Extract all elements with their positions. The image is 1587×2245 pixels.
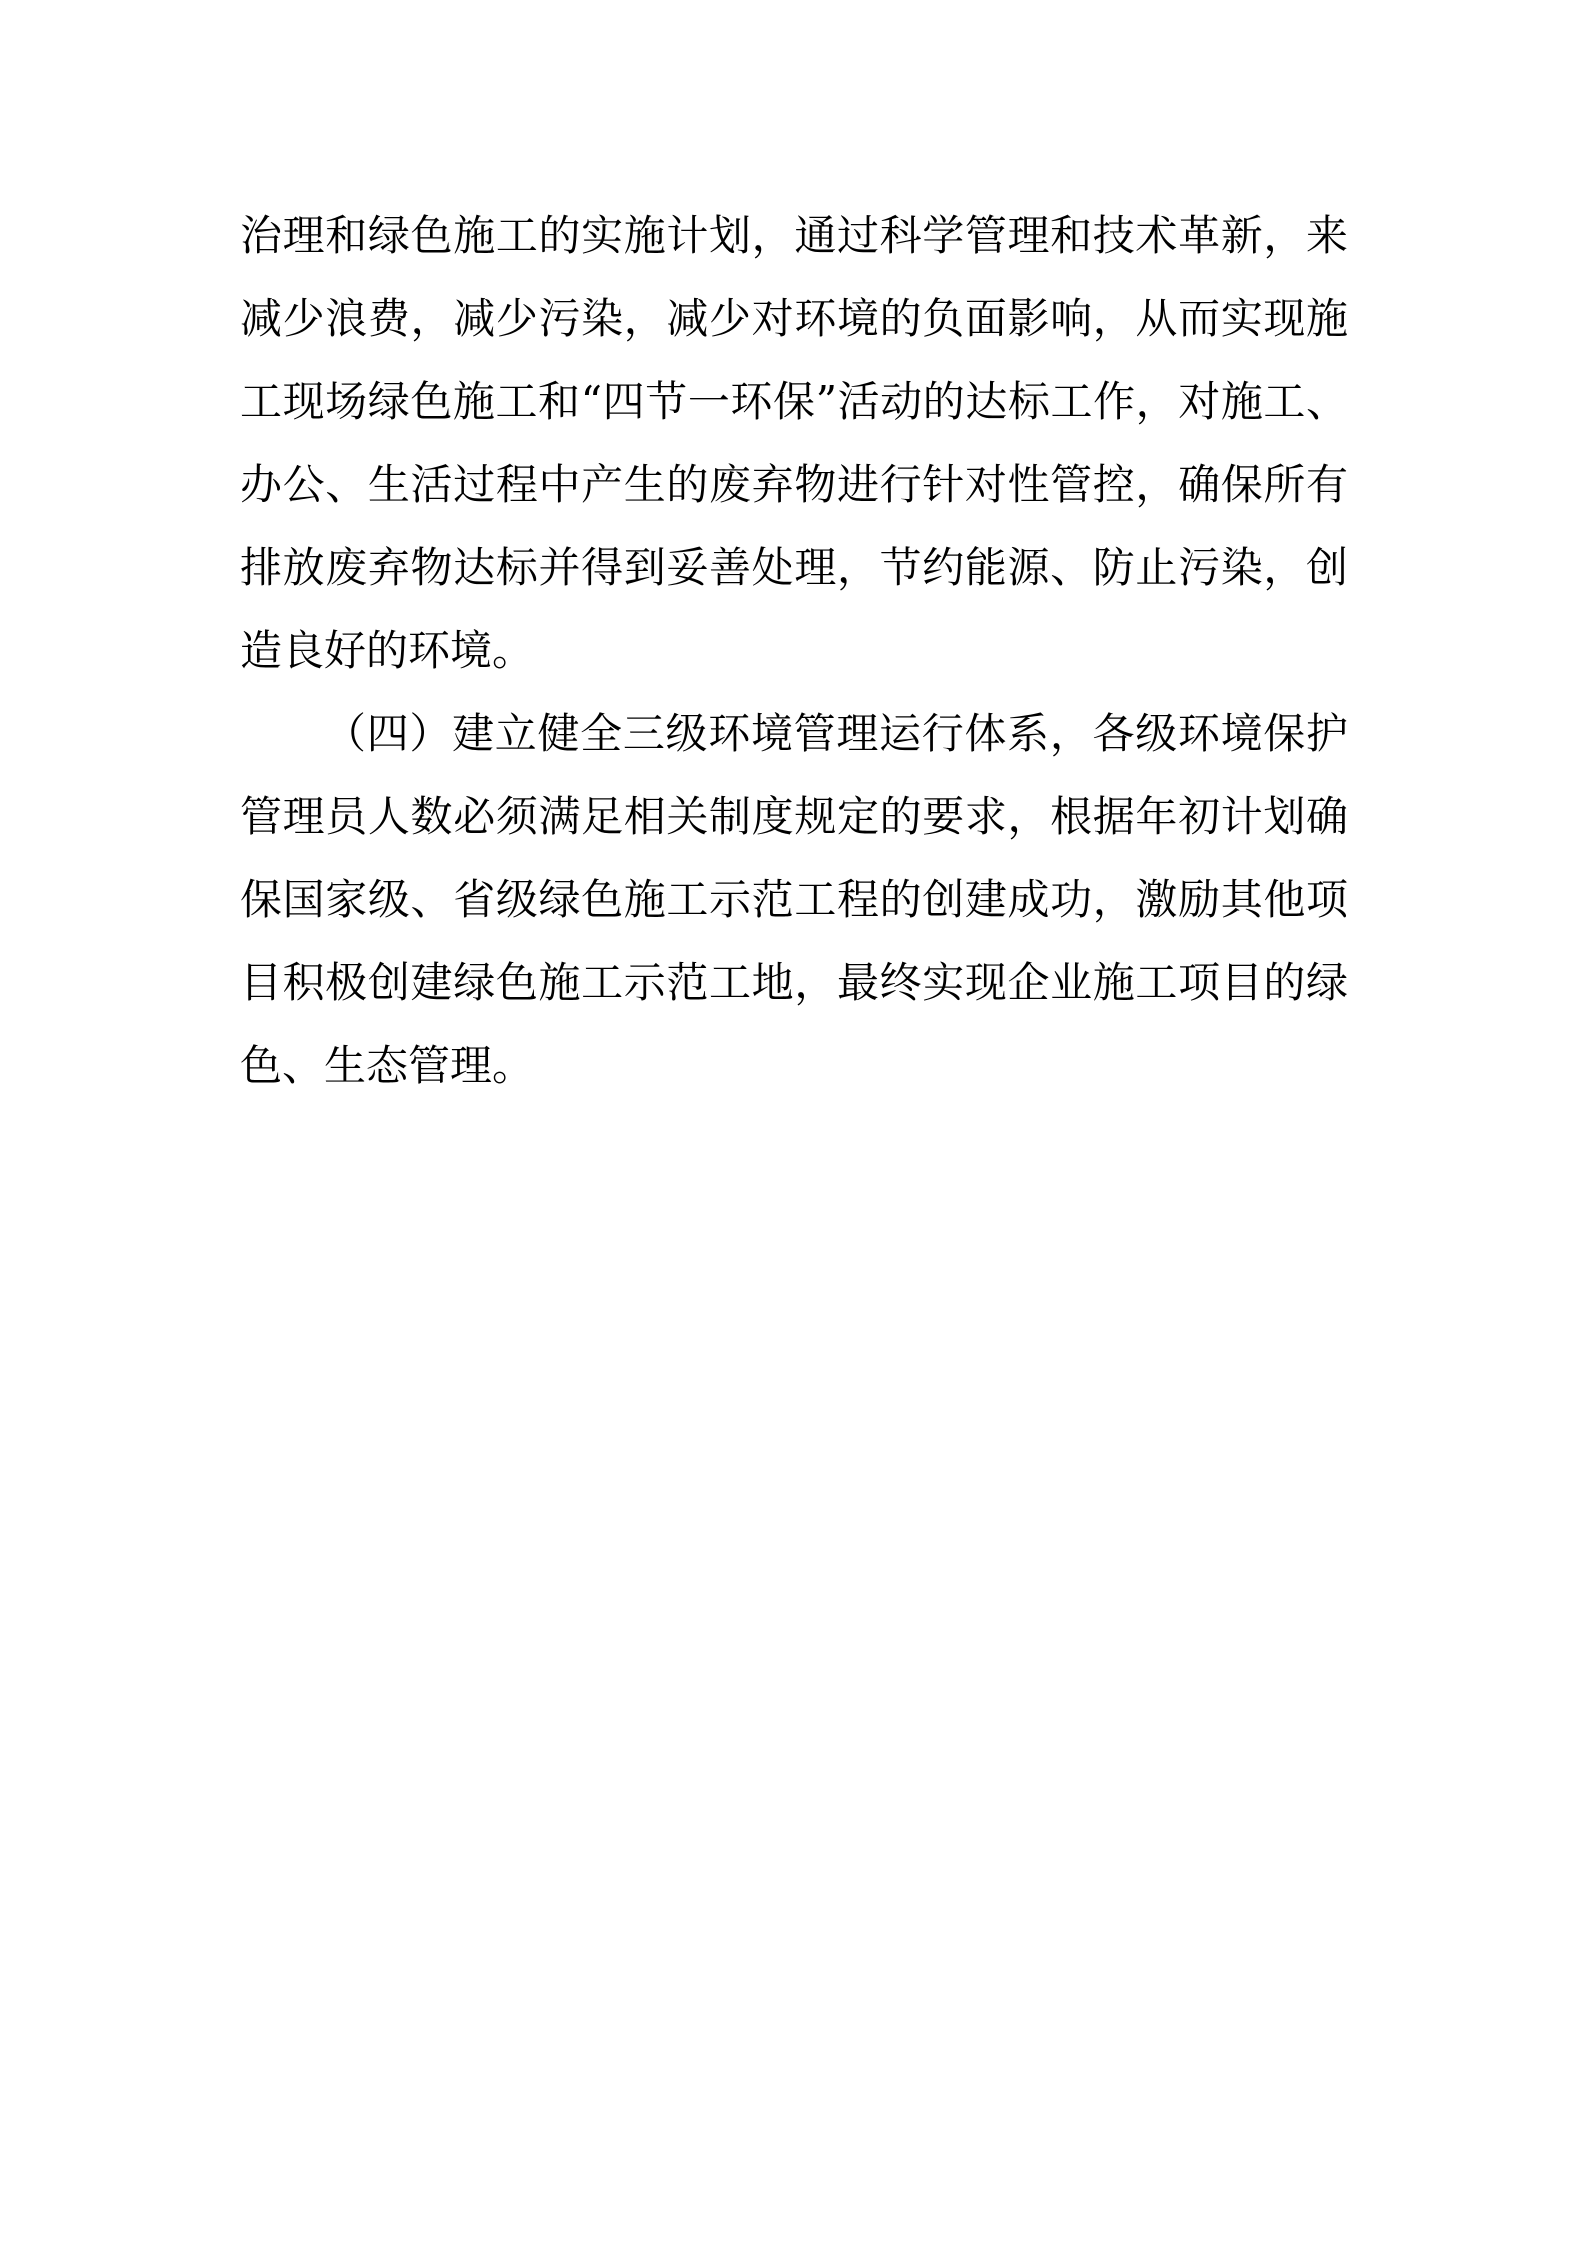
text-line: （四）建立健全三级环境管理运行体系，各级环境保护 [324, 709, 1348, 758]
text-line: 保国家级、省级绿色施工示范工程的创建成功，激励其他项 [240, 875, 1348, 924]
paragraph-body-continuation [240, 194, 1348, 692]
text-line: 造良好的环境。 [240, 626, 535, 675]
text-line: 色、生态管理。 [240, 1041, 535, 1090]
text-line: 目积极创建绿色施工示范工地，最终实现企业施工项目的绿 [240, 958, 1348, 1007]
text-line: 办公、生活过程中产生的废弃物进行针对性管控，确保所有 [240, 460, 1348, 509]
paragraph-section-four [240, 692, 1348, 1107]
text-line: 排放废弃物达标并得到妥善处理，节约能源、防止污染，创 [240, 543, 1348, 592]
document-content [240, 194, 1348, 1107]
text-line: 管理员人数必须满足相关制度规定的要求，根据年初计划确 [240, 792, 1348, 841]
text-line: 减少浪费，减少污染，减少对环境的负面影响，从而实现施 [240, 294, 1348, 343]
text-line: 工现场绿色施工和“四节一环保”活动的达标工作，对施工、 [240, 377, 1348, 426]
text-line: 治理和绿色施工的实施计划，通过科学管理和技术革新，来 [240, 211, 1348, 260]
